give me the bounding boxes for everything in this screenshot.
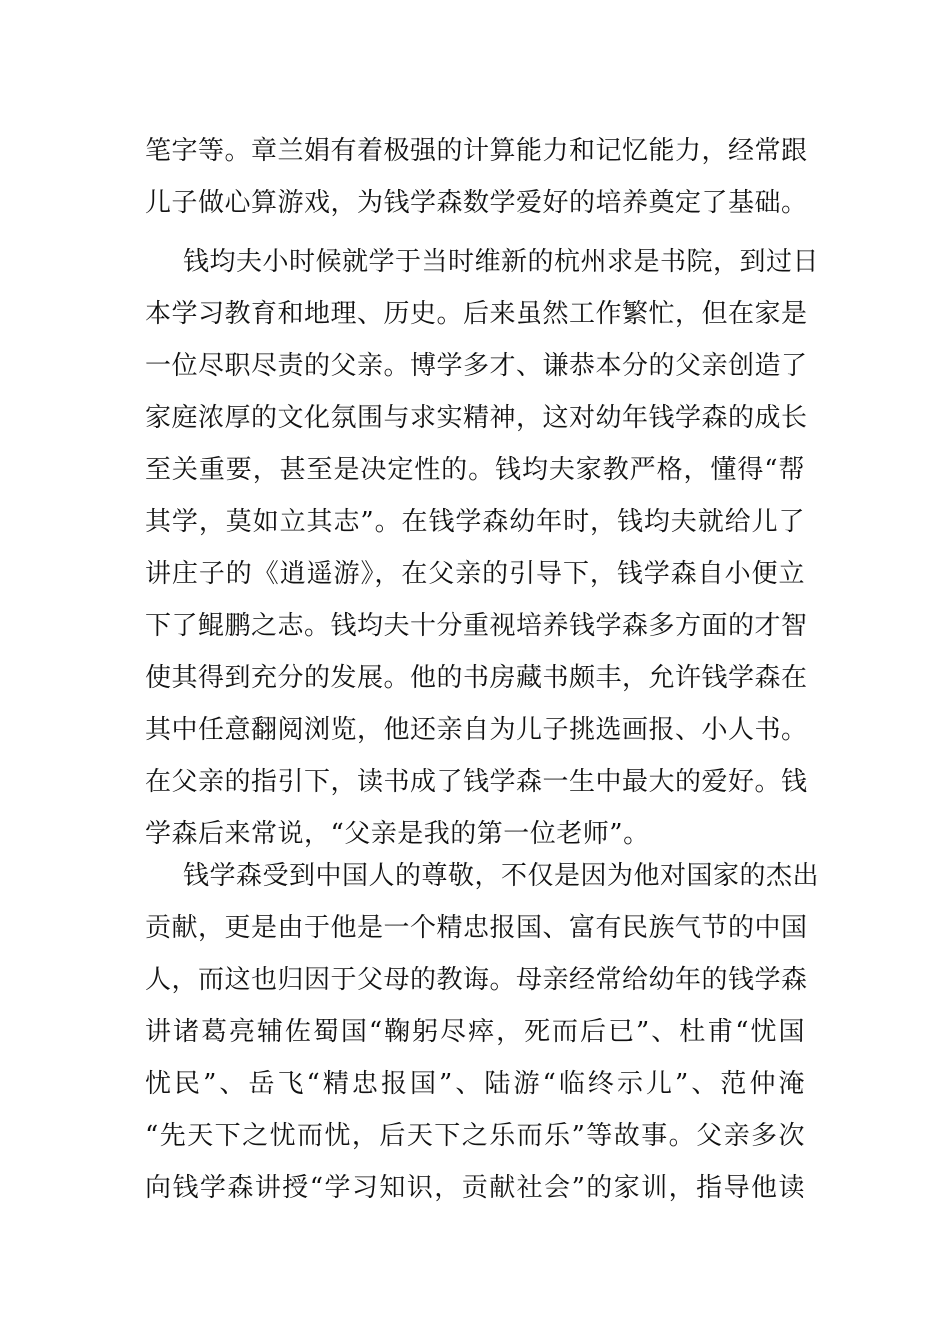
paragraph-line: 讲庄子的《逍遥游》，在父亲的引导下，钱学森自小便立 (145, 559, 805, 589)
paragraph-line: 忧民”、岳飞“精忠报国”、陆游“临终示儿”、范仲淹 (145, 1069, 805, 1099)
paragraph-line: 家庭浓厚的文化氛围与求实精神，这对幼年钱学森的成长 (145, 403, 808, 433)
paragraph-line: 人，而这也归因于父母的教诲。母亲经常给幼年的钱学森 (145, 965, 808, 995)
paragraph-line: 至关重要，甚至是决定性的。钱均夫家教严格，懂得“帮 (145, 455, 805, 485)
paragraph-line: 其中任意翻阅浏览，他还亲自为儿子挑选画报、小人书。 (145, 715, 808, 745)
paragraph-line: 其学，莫如立其志”。在钱学森幼年时，钱均夫就给儿了 (145, 507, 805, 537)
paragraph-line: 使其得到充分的发展。他的书房藏书颇丰，允许钱学森在 (145, 663, 808, 693)
paragraph-line: 本学习教育和地理、历史。后来虽然工作繁忙，但在家是 (145, 299, 808, 329)
paragraph-line: 笔字等。章兰娟有着极强的计算能力和记忆能力，经常跟 (145, 136, 808, 166)
paragraph-line: 贡献，更是由于他是一个精忠报国、富有民族气节的中国 (145, 913, 808, 943)
paragraph-line: “先天下之忧而忧，后天下之乐而乐”等故事。父亲多次 (145, 1121, 805, 1151)
paragraph-line: 在父亲的指引下，读书成了钱学森一生中最大的爱好。钱 (145, 767, 808, 797)
paragraph-line: 学森后来常说，“父亲是我的第一位老师”。 (145, 819, 650, 849)
paragraph-line: 钱学森受到中国人的尊敬，不仅是因为他对国家的杰出 (183, 861, 820, 891)
paragraph-line: 下了鲲鹏之志。钱均夫十分重视培养钱学森多方面的才智 (145, 611, 808, 641)
paragraph-line: 向钱学森讲授“学习知识，贡献社会”的家训，指导他读 (145, 1173, 805, 1203)
paragraph-line: 讲诸葛亮辅佐蜀国“鞠躬尽瘁，死而后已”、杜甫“忧国 (145, 1017, 805, 1047)
paragraph-3 (145, 850, 820, 1214)
paragraph-line: 一位尽职尽责的父亲。博学多才、谦恭本分的父亲创造了 (145, 351, 808, 381)
paragraph-line: 钱均夫小时候就学于当时维新的杭州求是书院，到过日 (183, 247, 820, 277)
paragraph-1 (145, 125, 808, 229)
paragraph-2 (145, 236, 820, 860)
paragraph-line: 儿子做心算游戏，为钱学森数学爱好的培养奠定了基础。 (145, 188, 808, 218)
